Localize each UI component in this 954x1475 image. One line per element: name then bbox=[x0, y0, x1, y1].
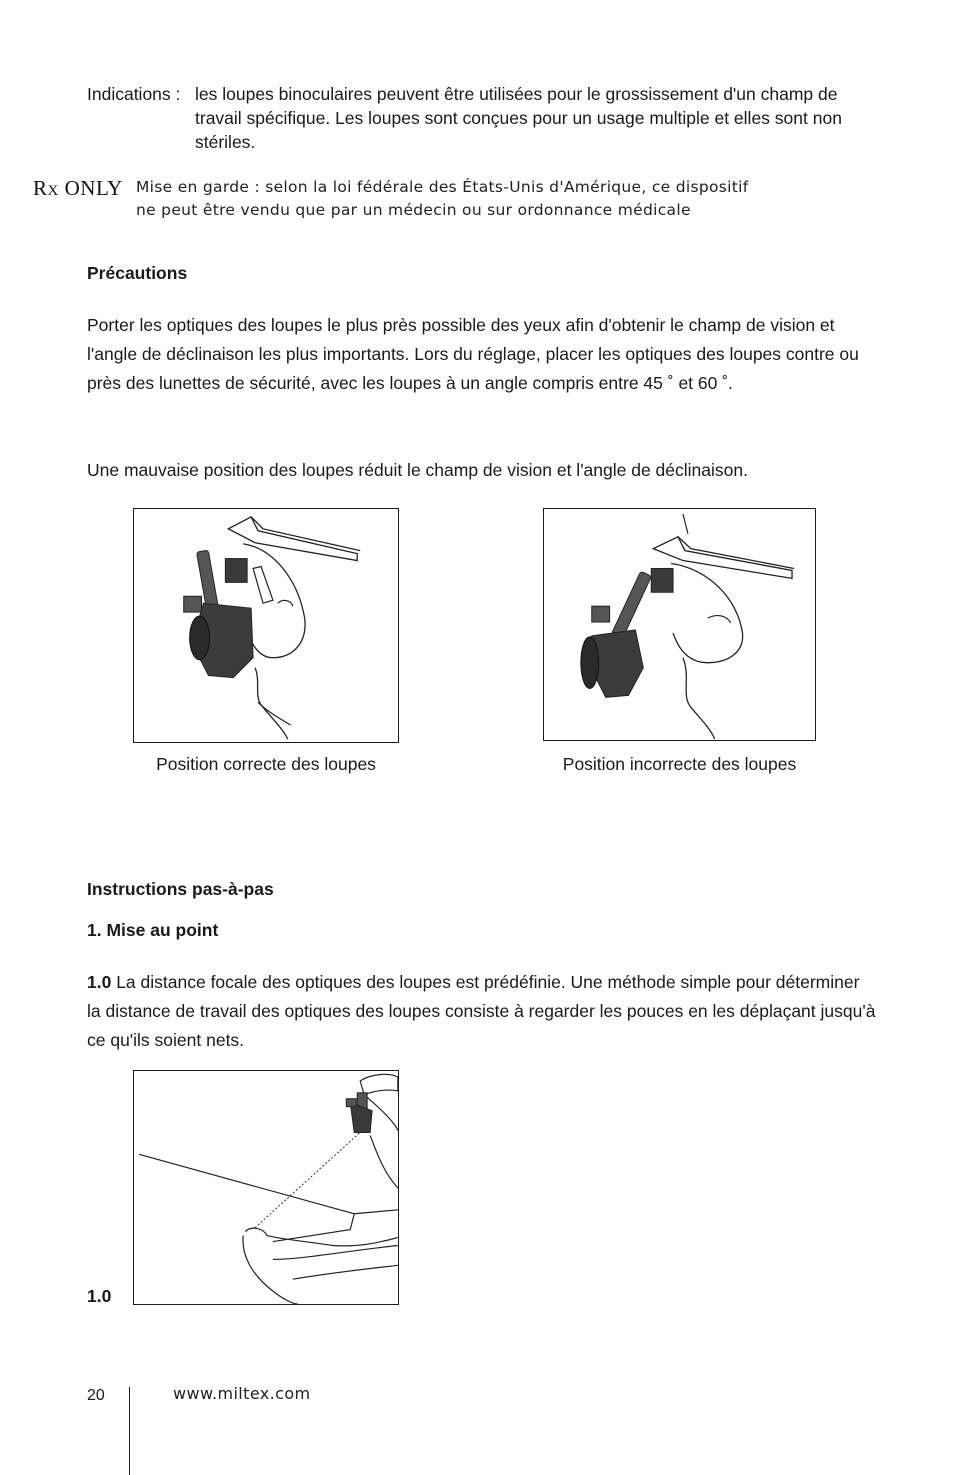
page-number: 20 bbox=[87, 1387, 105, 1404]
figure-focus-thumbs bbox=[133, 1070, 399, 1305]
rx-warning bbox=[136, 176, 836, 222]
step1-paragraph bbox=[87, 968, 877, 1055]
step1-text: La distance focale des optiques des loupes est prédéfinie. Une méthode simple pour déterminer la distance de travail des optiques des loupes consiste à regarder les pouces en les déplaçant jusqu'à ce qu'ils soient nets. bbox=[87, 972, 876, 1050]
focus-thumbs-illustration bbox=[134, 1071, 398, 1304]
figure-incorrect-position bbox=[543, 508, 816, 741]
footer-website-link[interactable]: www.miltex.com bbox=[173, 1384, 311, 1403]
step1-heading: 1. Mise au point bbox=[87, 920, 219, 940]
precautions-paragraph-2: Une mauvaise position des loupes réduit le champ de vision et l'angle de déclinaison. bbox=[87, 460, 748, 480]
precautions-paragraph-1: Porter les optiques des loupes le plus près possible des yeux afin d'obtenir le champ de vision et l'angle de déclinaison les plus importants. Lors du réglage, placer les optiques des loupes contre ou près des lunettes de sécurité, avec les loupes à un angle compris entre 45 ˚ et 60 ˚. bbox=[87, 315, 859, 393]
caption-incorrect-position: Position incorrecte des loupes bbox=[562, 754, 797, 774]
rx-logo-only: ONLY bbox=[64, 176, 123, 200]
rx-warning-line1: Mise en garde : selon la loi fédérale des États-Unis d'Amérique, ce dispositif bbox=[136, 178, 749, 196]
rx-only-logo bbox=[33, 176, 123, 201]
correct-position-illustration bbox=[134, 509, 398, 742]
figure-correct-position bbox=[133, 508, 399, 743]
precautions-heading: Précautions bbox=[87, 263, 188, 283]
rx-logo-r: R bbox=[33, 176, 48, 200]
figure-1-0-label: 1.0 bbox=[87, 1286, 112, 1306]
instructions-heading: Instructions pas-à-pas bbox=[87, 879, 274, 899]
step1-number: 1.0 bbox=[87, 972, 112, 992]
indications-text: les loupes binoculaires peuvent être utilisées pour le grossissement d'un champ de travail spécifique. Les loupes sont conçues pour un usage multiple et elles sont non stériles. bbox=[195, 84, 842, 152]
rx-warning-line2: ne peut être vendu que par un médecin ou sur ordonnance médicale bbox=[136, 201, 691, 219]
caption-correct-position: Position correcte des loupes bbox=[156, 754, 376, 774]
footer-divider bbox=[129, 1387, 130, 1475]
rx-logo-x: X bbox=[47, 183, 59, 199]
indications-label: Indications : bbox=[87, 84, 181, 104]
incorrect-position-illustration bbox=[544, 509, 815, 740]
